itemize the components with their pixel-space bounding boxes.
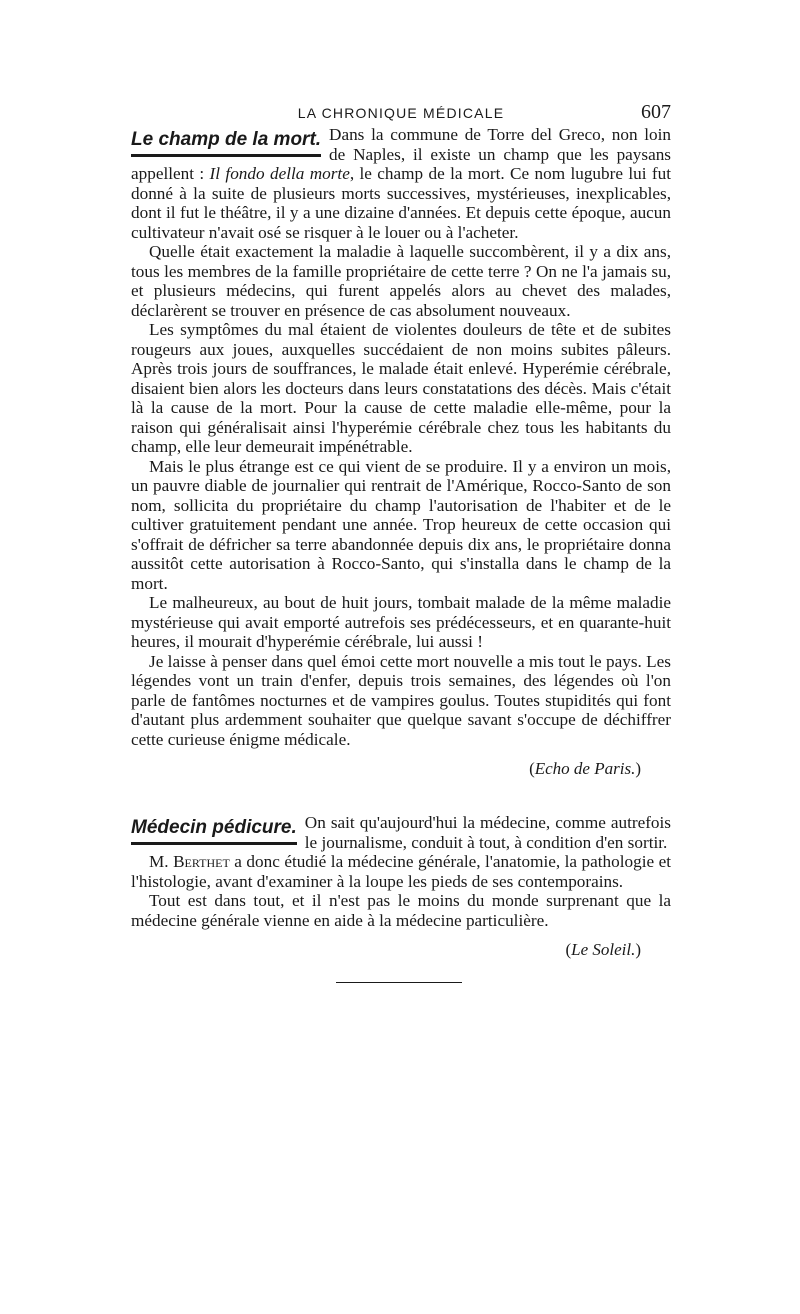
- section-divider-rule: [336, 982, 462, 983]
- article2-source-name: Le Soleil.: [571, 940, 636, 959]
- article-champ-de-la-mort: [131, 125, 671, 779]
- article1-p1-italic: Il fondo della morte: [209, 164, 350, 183]
- article1-heading-wrap: [131, 129, 321, 157]
- article2-heading: Médecin pédicure.: [131, 817, 297, 845]
- article1-paragraph-5: Le malheureux, au bout de huit jours, tombait malade de la même maladie mystérieuse qui avait emporté autrefois ses prédécesseurs, et en quarante-huit heures, il mourait d'hyperémie cérébrale, lui aussi !: [131, 593, 671, 651]
- article-medecin-pedicure: [131, 813, 671, 960]
- article2-paragraph-3: Tout est dans tout, et il n'est pas le moins du monde surprenant que la médecine générale vienne en aide à la médecine particulière.: [131, 891, 671, 930]
- article1-source: (Echo de Paris.): [529, 759, 641, 778]
- article2-paragraph-2: [131, 852, 671, 891]
- article2-paragraph-1: [131, 813, 671, 852]
- article2-person-name: M. Berthet: [149, 852, 230, 871]
- running-head: [131, 95, 671, 125]
- article-spacer: [131, 779, 671, 813]
- article1-heading: Le champ de la mort.: [131, 129, 321, 157]
- article1-source-name: Echo de Paris.: [534, 759, 636, 778]
- article1-paragraph-2: Quelle était exactement la maladie à laquelle succombèrent, il y a dix ans, tous les membres de la famille propriétaire de cette terre ? On ne l'a jamais su, et plusieurs médecins, qui furent appelés alors au chevet des malades, déclarèrent se trouver en présence de cas absolument nouveaux.: [131, 242, 671, 320]
- article1-p1-a: Dans la commune de Torre del Greco, non loin de Naples, il existe un champ que les paysans appellent :: [131, 125, 671, 183]
- article2-heading-wrap: [131, 817, 297, 845]
- article2-p2-rest: a donc étudié la médecine générale, l'anatomie, la pathologie et l'histologie, avant d'examiner à la loupe les pieds de ses contemporains.: [131, 852, 671, 891]
- page-number: 607: [641, 101, 671, 123]
- article1-paragraph-6: Je laisse à penser dans quel émoi cette mort nouvelle a mis tout le pays. Les légendes vont un train d'enfer, depuis trois semaines, des légendes où l'on parle de fantômes nocturnes et de vampires goulus. Toutes stupidités qui font d'autant plus ardemment souhaiter que quelque savant s'occupe de déchiffrer cette curieuse énigme médicale.: [131, 651, 671, 749]
- article2-source: (Le Soleil.): [565, 940, 641, 959]
- page: [131, 95, 671, 983]
- article1-p1-b: , le champ de la mort. Ce nom lugubre lui fut donné à la suite de plusieurs morts successives, mystérieuses, inexplicables, dont il fut le théâtre, il y a une dizaine d'années. Et depuis cette époque, aucun cultivateur n'avait osé se risquer à le louer ou à l'acheter.: [131, 164, 671, 242]
- running-title: LA CHRONIQUE MÉDICALE: [297, 105, 505, 121]
- article2-p1: On sait qu'aujourd'hui la médecine, comme autrefois le journalisme, conduit à tout, à condition d'en sortir.: [304, 813, 671, 852]
- article1-paragraph-3: Les symptômes du mal étaient de violentes douleurs de tête et de subites rougeurs aux joues, auxquelles succédaient de non moins subites pâleurs. Après trois jours de souffrances, le malade était enlevé. Hyperémie cérébrale, disaient bien alors les docteurs dans leurs constatations des décès. Mais c'était là la cause de la mort. Pour la cause de cette maladie elle-même, pour la raison qui généralisait ainsi l'hyperémie cérébrale chez tous les habitants du champ, elle leur demeurait impénétrable.: [131, 320, 671, 456]
- article1-paragraph-1: [131, 125, 671, 242]
- article1-paragraph-4: Mais le plus étrange est ce qui vient de se produire. Il y a environ un mois, un pauvre diable de journalier qui rentrait de l'Amérique, Rocco-Santo de son nom, sollicita du propriétaire du champ l'autorisation de l'habiter et de le cultiver gratuitement pendant une année. Trop heureux de cette occasion qui s'offrait de défricher sa terre abandonnée depuis dix ans, le propriétaire donna aussitôt cette autorisation à Rocco-Santo, qui s'installa dans le champ de la mort.: [131, 456, 671, 593]
